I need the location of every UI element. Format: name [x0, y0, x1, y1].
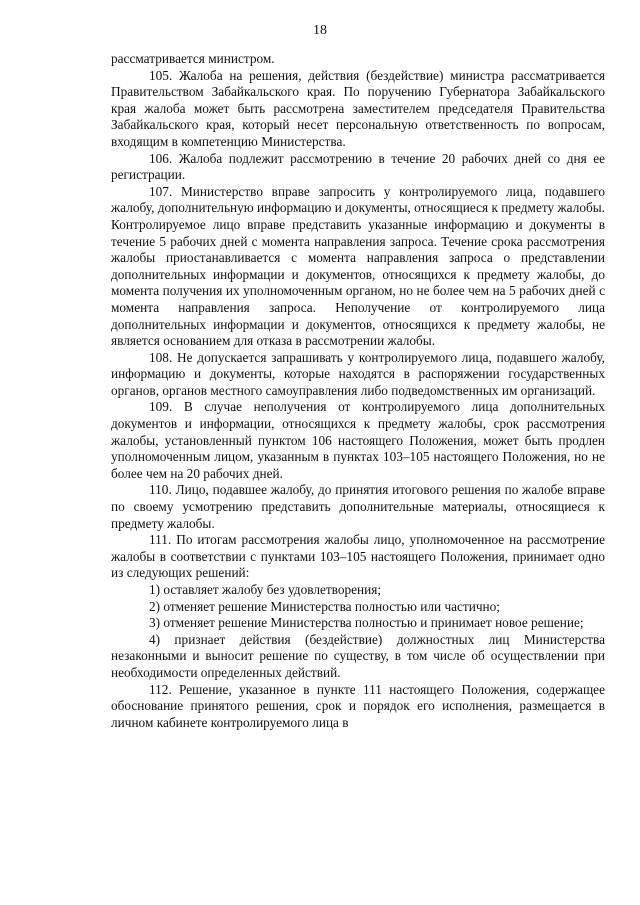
- paragraph-112: 112. Решение, указанное в пункте 111 настоящего Положения, содержащее обоснование принятого решения, срок и порядок его исполнения, размещается в личном кабинете контролируемого лица в: [111, 681, 605, 730]
- paragraph-109: 109. В случае неполучения от контролируемого лица дополнительных документов и информации, относящихся к предмету жалобы, срок рассмотрения жалобы, установленный пунктом 106 настоящего Положения, может быть продлен уполномоченным лицом, указанным в пунктах 103–105 настоящего Положения, но не более чем на 20 рабочих дней.: [111, 399, 605, 481]
- paragraph-continuation: рассматривается министром.: [111, 51, 275, 66]
- page-number: 18: [313, 23, 327, 38]
- list-item-1: 1) оставляет жалобу без удовлетворения;: [149, 582, 382, 597]
- paragraph-105: 105. Жалоба на решения, действия (бездействие) министра рассматривается Правительством Забайкальского края. По поручению Губернатора Забайкальского края жалоба может быть рассмотрена заместителем председателя Правительства Забайкальского края, который несет персональную ответственность по вопросам, входящим в компетенцию Министерства.: [111, 67, 605, 149]
- paragraph-111: 111. По итогам рассмотрения жалобы лицо, уполномоченное на рассмотрение жалобы в соответствии с пунктами 103–105 настоящего Положения, принимает одно из следующих решений:: [111, 532, 605, 581]
- document-body: [111, 51, 605, 731]
- paragraph-108: 108. Не допускается запрашивать у контролируемого лица, подавшего жалобу, информацию и документы, которые находятся в распоряжении государственных органов, органов местного самоуправления либо подведомственных им организаций.: [111, 349, 605, 398]
- list-item-3: 3) отменяет решение Министерства полностью и принимает новое решение;: [149, 615, 584, 631]
- paragraph-110: 110. Лицо, подавшее жалобу, до принятия итогового решения по жалобе вправе по своему усмотрению представить дополнительные материалы, относящиеся к предмету жалобы.: [111, 482, 605, 531]
- paragraph-107: 107. Министерство вправе запросить у контролируемого лица, подавшего жалобу, дополнительную информацию и документы, относящиеся к предмету жалобы. Контролируемое лицо вправе представить указанные информацию и документы в течение 5 рабочих дней с момента направления запроса. Течение срока рассмотрения жалобы приостанавливается с момента направления запроса о представлении дополнительных информации и документов, относящихся к предмету жалобы, до момента получения их уполномоченным органом, но не более чем на 5 рабочих дней с момента направления запроса. Неполучение от контролируемого лица дополнительных информации и документов, относящихся к предмету жалобы, не является основанием для отказа в рассмотрении жалобы.: [111, 183, 605, 349]
- list-item-2: 2) отменяет решение Министерства полностью или частично;: [149, 598, 501, 614]
- list-item-4: 4) признает действия (бездействие) должностных лиц Министерства незаконными и выносит решение по существу, в том числе об осуществлении при необходимости определенных действий.: [111, 631, 605, 680]
- paragraph-106: 106. Жалоба подлежит рассмотрению в течение 20 рабочих дней со дня ее регистрации.: [111, 150, 605, 183]
